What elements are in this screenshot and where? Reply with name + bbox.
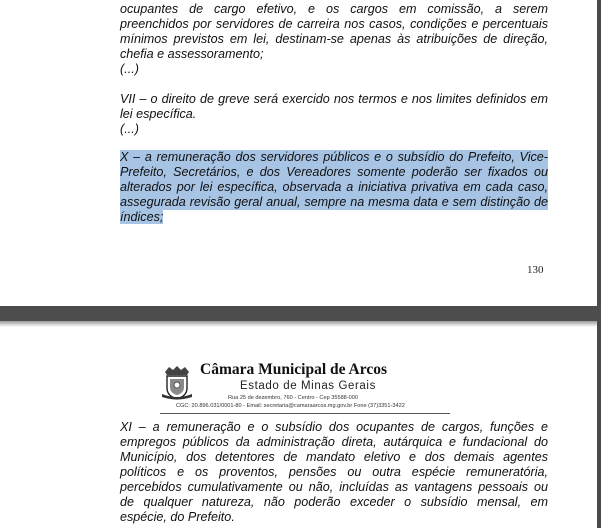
text-line: chefia e assessoramento; — [120, 47, 264, 61]
municipal-coat-of-arms-icon — [162, 364, 192, 400]
selected-text-line[interactable]: assegurada revisão geral anual, sempre na mesma data e sem distinção de — [120, 195, 548, 209]
text-line: lei específica. — [120, 107, 197, 121]
text-line: Município, dos detentores de mandato eletivo e dos demais agentes — [120, 450, 548, 464]
text-line: espécie, do Prefeito. — [120, 510, 235, 524]
selected-text-fragment[interactable]: índices; — [120, 210, 164, 224]
text-line: percebidos cumulativamente ou não, incluídas as vantagens pessoais ou — [120, 480, 548, 494]
letterhead — [160, 358, 450, 414]
selected-text-line[interactable]: alterados por lei específica, observada a iniciativa privativa em cada caso, — [120, 180, 548, 194]
paragraph-teto-remuneratorio — [120, 420, 548, 525]
text-line: políticos e os proventos, pensões ou outra espécie remuneratória, — [120, 465, 548, 479]
page-number: 130 — [527, 264, 544, 276]
letterhead-title: Câmara Municipal de Arcos — [200, 361, 387, 378]
selected-text-line[interactable]: X – a remuneração dos servidores públicos e o subsídio do Prefeito, Vice- — [120, 150, 548, 164]
selected-text-line[interactable]: Prefeito, Secretários, e dos Vereadores somente poderão ser fixados ou — [120, 165, 548, 179]
paragraph-direito-greve — [120, 92, 548, 137]
text-line: de qualquer natureza, não poderão exceder o subsídio mensal, em — [120, 495, 548, 509]
letterhead-address: Rua 25 de dezembro, 760 - Centro - Cep 35588-000 — [228, 395, 358, 401]
paragraph-remuneracao-selected[interactable] — [120, 150, 548, 225]
text-line: mínimos previstos em lei, destinam-se apenas às atribuições de direção, — [120, 32, 548, 46]
page-separator — [0, 306, 601, 321]
text-line: preenchidos por servidores de carreira nos casos, condições e percentuais — [120, 17, 548, 31]
text-line: (...) — [120, 62, 139, 76]
paragraph-cargos-comissao — [120, 2, 548, 77]
text-line: VII – o direito de greve será exercido nos termos e nos limites definidos em — [120, 92, 548, 106]
letterhead-divider — [160, 413, 450, 414]
text-line: (...) — [120, 122, 139, 136]
text-line: empregos públicos da administração direta, autárquica e fundacional do — [120, 435, 548, 449]
letterhead-subtitle: Estado de Minas Gerais — [240, 380, 376, 392]
text-line: XI – a remuneração e o subsídio dos ocupantes de cargos, funções e — [120, 420, 548, 434]
letterhead-contact: CGC: 20.896.031/0001-80 - Email: secretaria@camaraarcos.mg.gov.br Fone (37)3351-3422 — [176, 403, 405, 409]
text-line: ocupantes de cargo efetivo, e os cargos em comissão, a serem — [120, 2, 548, 16]
selected-text-line[interactable] — [120, 210, 548, 225]
